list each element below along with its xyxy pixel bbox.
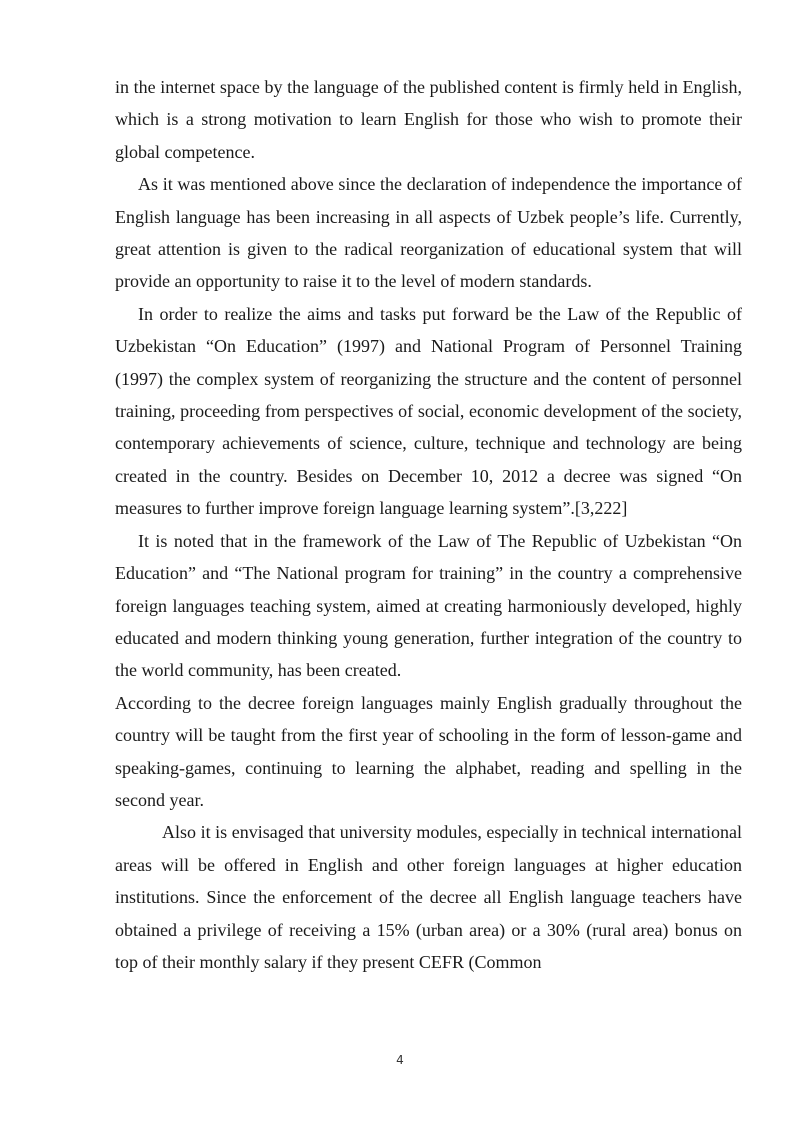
paragraph-framework: It is noted that in the framework of the Law of The Republic of Uzbekistan “On Education” and “The National program for training” in the country a comprehensive foreign languages teaching system, aimed at creating harmoniously developed, highly educated and modern thinking young generation, further integration of the country to the world community, has been created. bbox=[115, 530, 742, 681]
paragraph-law-on-education: In order to realize the aims and tasks put forward be the Law of the Republic of Uzbekistan “On Education” (1997) and National Program of Personnel Training (1997) the complex system of reorganizing the structure and the content of personnel training, proceeding from perspectives of social, economic development of the society, contemporary achievements of science, culture, technique and technology are being created in the country. Besides on December 10, 2012 a decree was signed “On measures to further improve foreign language learning system”.[3,222] bbox=[115, 303, 742, 519]
paragraph-university-modules: Also it is envisaged that university modules, especially in technical international areas will be offered in English and other foreign languages at higher education institutions. Since the enforcement of the decree all English language teachers have obtained a privilege of receiving a 15% (urban area) or a 30% (rural area) bonus on top of their monthly salary if they present CEFR (Common bbox=[115, 822, 742, 972]
paragraph-independence: As it was mentioned above since the declaration of independence the importance of English language has been increasing in all aspects of Uzbek people’s life. Currently, great attention is given to the radical reorganization of educational system that will provide an opportunity to raise it to the level of modern standards. bbox=[115, 174, 742, 292]
body-text bbox=[115, 71, 742, 978]
paragraph-internet-english: in the internet space by the language of the published content is firmly held in English, which is a strong motivation to learn English for those who wish to promote their global competence. bbox=[115, 77, 742, 162]
page-number: 4 bbox=[396, 1053, 404, 1067]
paragraph-decree: According to the decree foreign languages mainly English gradually throughout the country will be taught from the first year of schooling in the form of lesson-game and speaking-games, continuing to learning the alphabet, reading and spelling in the second year. bbox=[115, 692, 742, 810]
